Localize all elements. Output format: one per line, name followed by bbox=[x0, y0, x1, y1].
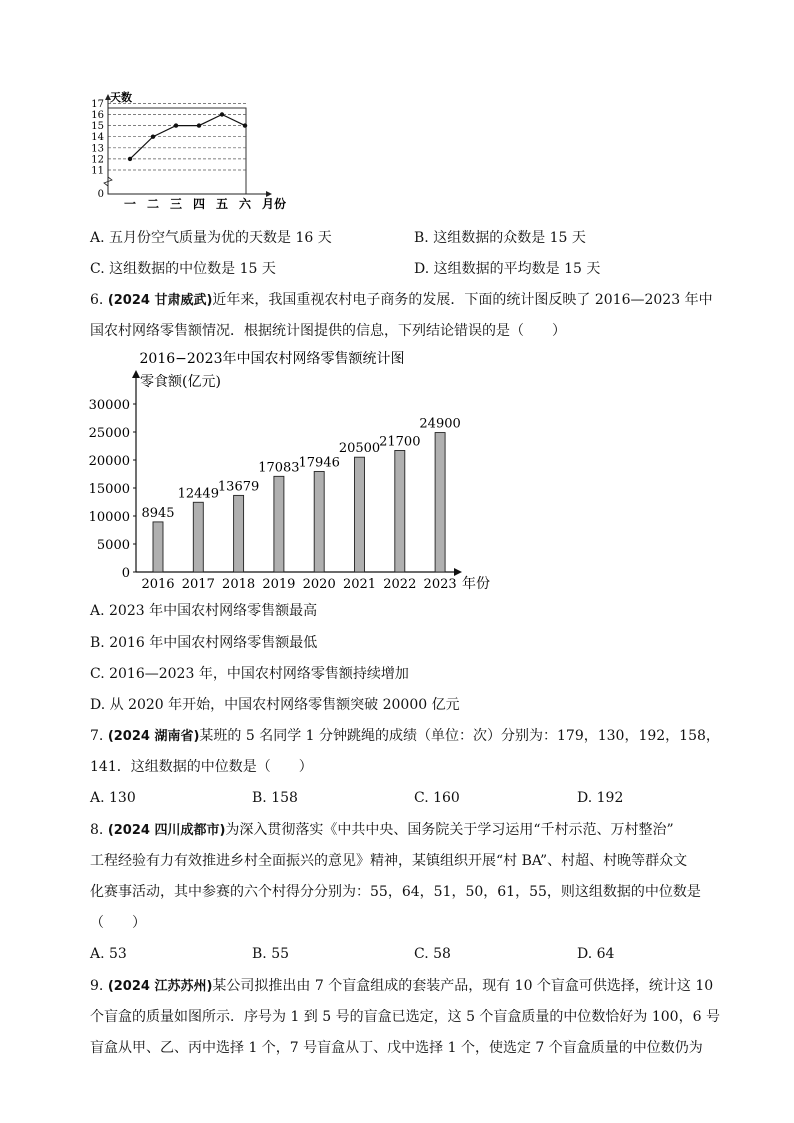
q8-source: (2024 四川成都市) bbox=[107, 823, 226, 838]
bar-chart-y-tick: 30000 bbox=[88, 398, 130, 413]
bar-chart-title: 2016−2023年中国农村网络零售额统计图 bbox=[139, 351, 405, 367]
q6-number: 6. bbox=[90, 292, 108, 308]
bar-chart-x-tick: 2021 bbox=[342, 577, 377, 592]
line-chart-y-tick: 15 bbox=[91, 121, 104, 133]
q7-stem-line1 bbox=[90, 726, 720, 747]
q8-option-a: A. 53 bbox=[90, 946, 127, 962]
line-chart-y-label: 天数 bbox=[110, 91, 132, 104]
line-chart-point bbox=[151, 135, 155, 139]
bar-chart-bar bbox=[193, 502, 203, 572]
q7-option-d: D. 192 bbox=[577, 790, 624, 806]
q6-option-b: B. 2016 年中国农村网络零售额最低 bbox=[90, 635, 318, 651]
q8-stem-line2: 工程经验有力有效推进乡村全面振兴的意见》精神，某镇组织开展“村 BA”、村超、村晚等群众文 bbox=[90, 853, 688, 869]
bar-chart-x-label: 年份 bbox=[462, 576, 490, 592]
bar-chart-bar bbox=[153, 522, 163, 572]
q8-option-d: D. 64 bbox=[577, 946, 615, 962]
q8-stem-line1 bbox=[90, 820, 674, 841]
q9-stem-line2: 个盲盒的质量如图所示．序号为 1 到 5 号的盲盒已选定，这 5 个盲盒质量的中位数恰好为 100，6 号 bbox=[90, 1009, 720, 1025]
bar-chart-value-label: 17946 bbox=[298, 455, 340, 471]
bar-chart-x-tick: 2017 bbox=[181, 577, 215, 592]
bar-chart-x-tick: 2018 bbox=[222, 577, 256, 592]
line-chart-y-tick: 16 bbox=[91, 110, 104, 121]
q9-stem-line1 bbox=[90, 976, 713, 997]
q9-number: 9. bbox=[90, 978, 108, 994]
bar-chart-bar bbox=[274, 476, 284, 572]
q6-option-c: C. 2016—2023 年，中国农村网络零售额持续增加 bbox=[90, 666, 409, 682]
line-chart-point bbox=[128, 157, 132, 161]
bar-chart-value-label: 20500 bbox=[338, 441, 381, 457]
bar-chart-x-tick: 2022 bbox=[383, 577, 417, 592]
line-chart-x-tick: 六 bbox=[238, 197, 252, 211]
bar-chart-x-tick: 2020 bbox=[302, 577, 336, 592]
q8-stem-line4: （ ） bbox=[90, 915, 146, 931]
q8-stem-line3: 化赛事活动，其中参赛的六个村得分分别为：55，64，51，50，61，55，则这组数据的中位数是 bbox=[90, 884, 701, 900]
q8-text1: 为深入贯彻落实《中共中央、国务院关于学习运用“千村示范、万村整治” bbox=[225, 822, 674, 838]
bar-chart-y-tick: 0 bbox=[121, 566, 130, 581]
q7-number: 7. bbox=[90, 728, 108, 744]
bar-chart-bar bbox=[435, 433, 445, 572]
line-chart-point bbox=[243, 123, 247, 127]
line-chart-x-tick: 一 bbox=[123, 197, 137, 211]
q8-option-b: B. 55 bbox=[252, 946, 290, 962]
q5-option-d: D. 这组数据的平均数是 15 天 bbox=[414, 261, 601, 277]
q5-option-a: A. 五月份空气质量为优的天数是 16 天 bbox=[90, 230, 332, 246]
q6-stem-line2: 国农村网络零售额情况．根据统计图提供的信息，下列结论错误的是（ ） bbox=[90, 323, 566, 339]
q7-option-a: A. 130 bbox=[90, 790, 136, 806]
line-chart-y-tick: 12 bbox=[91, 154, 104, 166]
line-chart-point bbox=[220, 112, 224, 116]
q8-option-c: C. 58 bbox=[414, 946, 451, 962]
bar-chart-y-tick: 10000 bbox=[88, 510, 130, 525]
line-chart-x-tick: 二 bbox=[146, 197, 160, 211]
q6-text1: 近年来，我国重视农村电子商务的发展．下面的统计图反映了 2016—2023 年中 bbox=[212, 292, 713, 308]
q7-stem-line2: 141．这组数据的中位数是（ ） bbox=[90, 759, 313, 775]
bar-chart-bar bbox=[234, 495, 244, 572]
bar-chart bbox=[88, 348, 510, 593]
line-chart-y-tick: 11 bbox=[91, 165, 104, 177]
bar-chart-x-arrow bbox=[454, 568, 462, 576]
line-chart-x-tick: 四 bbox=[192, 197, 206, 211]
q6-option-a: A. 2023 年中国农村网络零售额最高 bbox=[90, 603, 318, 619]
q8-number: 8. bbox=[90, 822, 108, 838]
q7-option-c: C. 160 bbox=[414, 790, 460, 806]
q7-text1: 某班的 5 名同学 1 分钟跳绳的成绩（单位：次）分别为：179，130，192，158， bbox=[199, 728, 720, 744]
bar-chart-bar bbox=[355, 457, 365, 572]
line-chart-x-tick: 五 bbox=[215, 197, 229, 211]
line-chart-point bbox=[174, 123, 178, 127]
line-chart-y-tick: 14 bbox=[91, 132, 104, 144]
q6-source: (2024 甘肃威武) bbox=[107, 293, 213, 308]
line-chart bbox=[88, 88, 298, 213]
bar-chart-y-tick: 15000 bbox=[88, 482, 130, 497]
bar-chart-y-arrow bbox=[132, 370, 140, 378]
bar-chart-x-tick: 2016 bbox=[141, 577, 175, 592]
bar-chart-x-tick: 2023 bbox=[423, 577, 457, 592]
bar-chart-y-tick: 25000 bbox=[88, 426, 130, 441]
bar-chart-bar bbox=[314, 472, 324, 572]
bar-chart-value-label: 21700 bbox=[379, 434, 421, 450]
q5-option-b: B. 这组数据的众数是 15 天 bbox=[414, 230, 586, 246]
bar-chart-x-tick: 2019 bbox=[262, 577, 296, 592]
q7-source: (2024 湖南省) bbox=[107, 729, 200, 744]
q6-stem-line1 bbox=[90, 290, 713, 311]
line-chart-y-tick: 17 bbox=[91, 98, 104, 110]
q9-text1: 某公司拟推出由 7 个盲盒组成的套装产品，现有 10 个盲盒可供选择，统计这 10 bbox=[212, 978, 714, 994]
bar-chart-value-label: 24900 bbox=[419, 416, 461, 432]
q6-option-d: D. 从 2020 年开始，中国农村网络零售额突破 20000 亿元 bbox=[90, 697, 460, 713]
q5-option-c: C. 这组数据的中位数是 15 天 bbox=[90, 261, 276, 277]
line-chart-y-tick: 13 bbox=[91, 143, 104, 155]
line-chart-frame bbox=[108, 108, 246, 194]
bar-chart-y-label: 零食额(亿元) bbox=[140, 374, 221, 390]
bar-chart-y-tick: 5000 bbox=[96, 538, 130, 553]
line-chart-y-tick: 0 bbox=[97, 189, 104, 200]
bar-chart-value-label: 8945 bbox=[141, 505, 175, 521]
bar-chart-value-label: 17083 bbox=[258, 460, 300, 476]
q9-stem-line3: 盲盒从甲、乙、丙中选择 1 个，7 号盲盒从丁、戊中选择 1 个，使选定 7 个盲盒质量的中位数仍为 bbox=[90, 1040, 703, 1056]
bar-chart-value-label: 13679 bbox=[217, 479, 260, 495]
q9-source: (2024 江苏苏州) bbox=[107, 979, 213, 994]
line-chart-series-line bbox=[130, 115, 245, 159]
bar-chart-y-tick: 20000 bbox=[88, 454, 130, 469]
line-chart-x-label: 月份 bbox=[262, 197, 287, 211]
line-chart-point bbox=[197, 123, 201, 127]
bar-chart-bar bbox=[395, 450, 405, 572]
bar-chart-value-label: 12449 bbox=[177, 486, 219, 502]
q7-option-b: B. 158 bbox=[252, 790, 298, 806]
line-chart-x-tick: 三 bbox=[169, 197, 183, 211]
